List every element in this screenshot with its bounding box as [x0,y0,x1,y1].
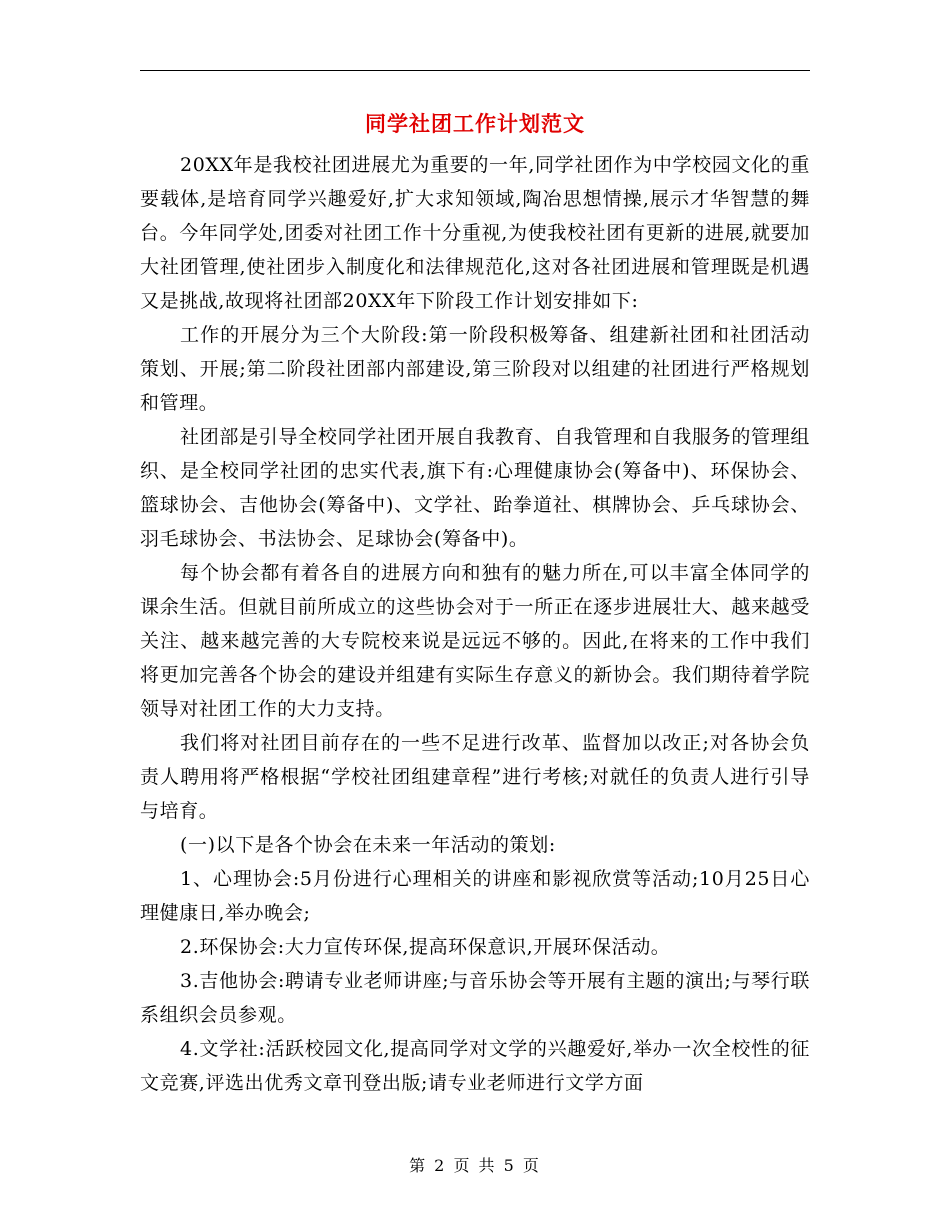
paragraph-item-literature: 4.文学社:活跃校园文化,提高同学对文学的兴趣爱好,举办一次全校性的征文竞赛,评选出优秀文章刊登出版;请专业老师进行文学方面 [140,1038,810,1094]
footer-total-pages: 5 [503,1156,516,1175]
footer-prefix: 第 [409,1156,428,1175]
paragraph-intro: 20XX年是我校社团进展尤为重要的一年,同学社团作为中学校园文化的重要载体,是培育同学兴趣爱好,扩大求知领域,陶冶思想情操,展示才华智慧的舞台。今年同学处,团委对社团工作十分重视,为使我校社团有更新的进展,就要加大社团管理,使社团步入制度化和法律规范化,这对各社团进展和管理既是机遇又是挑战,故现将社团部20XX年下阶段工作计划安排如下: [140,154,810,312]
document-body [140,148,810,1100]
paragraph-item-guitar: 3.吉他协会:聘请专业老师讲座;与音乐协会等开展有主题的演出;与琴行联系组织会员参观。 [140,970,810,1026]
footer-middle: 页 共 [453,1156,497,1175]
footer-suffix: 页 [522,1156,541,1175]
paragraph-reform: 我们将对社团目前存在的一些不足进行改革、监督加以改正;对各协会负责人聘用将严格根据“学校社团组建章程”进行考核;对就任的负责人进行引导与培育。 [140,732,810,822]
paragraph-item-environment: 2.环保协会:大力宣传环保,提高环保意识,开展环保活动。 [180,936,671,958]
page-footer [0,1153,950,1176]
header-rule [140,70,810,71]
document-title: 同学社团工作计划范文 [365,112,585,136]
paragraph-stages: 工作的开展分为三个大阶段:第一阶段积极筹备、组建新社团和社团活动策划、开展;第二阶段社团部内部建设,第三阶段对以组建的社团进行严格规划和管理。 [140,324,810,414]
paragraph-item-psychology: 1、心理协会:5月份进行心理相关的讲座和影视欣赏等活动;10月25日心理健康日,举办晚会; [140,868,810,924]
paragraph-development: 每个协会都有着各自的进展方向和独有的魅力所在,可以丰富全体同学的课余生活。但就目前所成立的这些协会对于一所正在逐步进展壮大、越来越受关注、越来越完善的大专院校来说是远远不够的。因此,在将来的工作中我们将更加完善各个协会的建设并组建有实际生存意义的新协会。我们期待着学院领导对社团工作的大力支持。 [140,562,810,720]
paragraph-club-list: 社团部是引导全校同学社团开展自我教育、自我管理和自我服务的管理组织、是全校同学社团的忠实代表,旗下有:心理健康协会(筹备中)、环保协会、篮球协会、吉他协会(筹备中)、文学社、跆拳道社、棋牌协会、乒乓球协会、羽毛球协会、书法协会、足球协会(筹备中)。 [140,426,810,550]
paragraph-plan-heading: (一)以下是各个协会在未来一年活动的策划: [180,834,556,856]
footer-current-page: 2 [434,1156,447,1175]
